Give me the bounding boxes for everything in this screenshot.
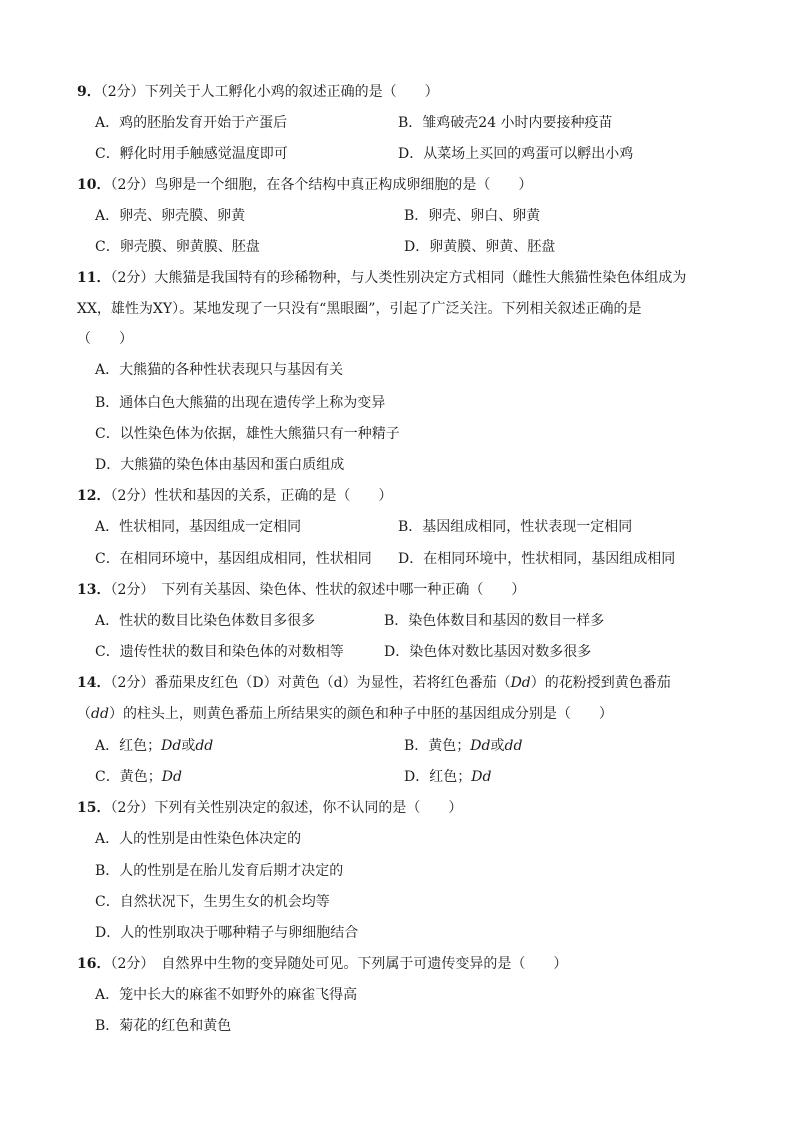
option-a: A．性状的数目比染色体数目多很多 bbox=[95, 613, 316, 629]
gene-symbol: Dd bbox=[161, 769, 182, 785]
option-c: C．遗传性状的数目和染色体的对数相等 bbox=[95, 644, 344, 660]
gene-symbol: Dd bbox=[471, 769, 492, 785]
option-c: C．孵化时用手触感觉温度即可 bbox=[95, 146, 288, 162]
question-stem: （2分）性状和基因的关系，正确的是（ ） bbox=[110, 488, 393, 504]
gene-symbol: Dd bbox=[510, 675, 531, 691]
gene-symbol: dd bbox=[504, 738, 523, 754]
option-a: A．大熊猫的各种性状表现只与基因有关 bbox=[95, 362, 344, 378]
question-number: 15． bbox=[77, 800, 111, 816]
option-d bbox=[404, 767, 491, 787]
question-stem: （2分） 下列有关基因、染色体、性状的叙述中哪一种正确（ ） bbox=[110, 582, 526, 598]
option-b: B．菊花的红色和黄色 bbox=[95, 1018, 232, 1034]
gene-symbol: dd bbox=[195, 738, 214, 754]
question-15 bbox=[77, 798, 462, 818]
option-b: B．基因组成相同，性状表现一定相同 bbox=[398, 519, 633, 535]
question-14 bbox=[77, 673, 671, 693]
question-number: 12． bbox=[77, 488, 111, 504]
conjunction: 或 bbox=[490, 738, 505, 754]
question-10 bbox=[77, 175, 532, 195]
option-b: B．通体白色大熊猫的出现在遗传学上称为变异 bbox=[95, 395, 386, 411]
question-stem: （2分）下列关于人工孵化小鸡的叙述正确的是（ ） bbox=[100, 84, 439, 100]
option-d: D．染色体对数比基因对数多很多 bbox=[384, 644, 592, 660]
question-11 bbox=[77, 268, 686, 288]
option-d: D．卵黄膜、卵黄、胚盘 bbox=[404, 239, 556, 255]
paren-close: ） bbox=[108, 706, 123, 722]
option-d: D．人的性别取决于哪种精子与卵细胞结合 bbox=[95, 925, 359, 941]
question-16 bbox=[77, 954, 567, 974]
question-stem: （2分）鸟卵是一个细胞，在各个结构中真正构成卵细胞的是（ ） bbox=[110, 177, 533, 193]
option-label: D．红色； bbox=[404, 769, 472, 785]
question-stem: 的柱头上，则黄色番茄上所结果实的颜色和种子中胚的基因组成分别是（ ） bbox=[122, 706, 613, 722]
option-c: C．卵壳膜、卵黄膜、胚盘 bbox=[95, 239, 260, 255]
question-stem: （2分）下列有关性别决定的叙述，你不认同的是（ ） bbox=[110, 800, 463, 816]
question-number: 13． bbox=[77, 582, 111, 598]
option-label: A．红色； bbox=[95, 738, 162, 754]
option-a: A．鸡的胚胎发育开始于产蛋后 bbox=[95, 115, 288, 131]
question-number: 16． bbox=[77, 956, 111, 972]
option-a: A．人的性别是由性染色体决定的 bbox=[95, 831, 302, 847]
question-number: 10． bbox=[77, 177, 111, 193]
option-a: A．性状相同，基因组成一定相同 bbox=[95, 519, 302, 535]
conjunction: 或 bbox=[181, 738, 196, 754]
question-number: 11． bbox=[77, 270, 111, 286]
option-c bbox=[95, 767, 182, 787]
question-9 bbox=[77, 82, 439, 102]
option-b: B．染色体数目和基因的数目一样多 bbox=[384, 613, 605, 629]
option-b bbox=[404, 736, 522, 756]
option-label: C．黄色； bbox=[95, 769, 162, 785]
option-b: B．卵壳、卵白、卵黄 bbox=[404, 208, 541, 224]
question-stem: （2分）大熊猫是我国特有的珍稀物种，与人类性别决定方式相同（雌性大熊猫性染色体组成为 bbox=[110, 270, 687, 286]
question-stem-continued: XX，雄性为XY）。某地发现了一只没有“黑眼圈”，引起了广泛关注。下列相关叙述正确的是 bbox=[77, 301, 642, 317]
question-stem-tail: ）的花粉授到黄色番茄 bbox=[530, 675, 671, 691]
question-stem-continued bbox=[77, 704, 613, 724]
option-c: C．自然状况下，生男生女的机会均等 bbox=[95, 894, 330, 910]
option-d: D．在相同环境中，性状相同，基因组成相同 bbox=[398, 551, 676, 567]
option-a bbox=[95, 736, 213, 756]
gene-symbol: Dd bbox=[161, 738, 182, 754]
option-a: A．卵壳、卵壳膜、卵黄 bbox=[95, 208, 246, 224]
question-12 bbox=[77, 486, 392, 506]
option-c: C．以性染色体为依据，雄性大熊猫只有一种精子 bbox=[95, 426, 400, 442]
option-c: C．在相同环境中，基因组成相同，性状相同 bbox=[95, 551, 372, 567]
option-label: B．黄色； bbox=[404, 738, 471, 754]
question-number: 9． bbox=[77, 84, 101, 100]
option-b: B．人的性别是在胎儿发育后期才决定的 bbox=[95, 863, 344, 879]
paren-open: （ bbox=[77, 706, 91, 722]
question-number: 14． bbox=[77, 675, 111, 691]
question-stem: （2分） 自然界中生物的变异随处可见。下列属于可遗传变异的是（ ） bbox=[110, 956, 568, 972]
option-b: B．雏鸡破壳24 小时内要接种疫苗 bbox=[398, 115, 613, 131]
question-stem: （2分）番茄果皮红色（D）对黄色（d）为显性，若将红色番茄（ bbox=[110, 675, 511, 691]
option-d: D．从菜场上买回的鸡蛋可以孵出小鸡 bbox=[398, 146, 634, 162]
option-a: A．笼中长大的麻雀不如野外的麻雀飞得高 bbox=[95, 987, 358, 1003]
gene-symbol: dd bbox=[91, 706, 109, 722]
answer-blank: （ ） bbox=[77, 331, 133, 347]
option-d: D．大熊猫的染色体由基因和蛋白质组成 bbox=[95, 457, 345, 473]
gene-symbol: Dd bbox=[470, 738, 491, 754]
question-13 bbox=[77, 580, 525, 600]
